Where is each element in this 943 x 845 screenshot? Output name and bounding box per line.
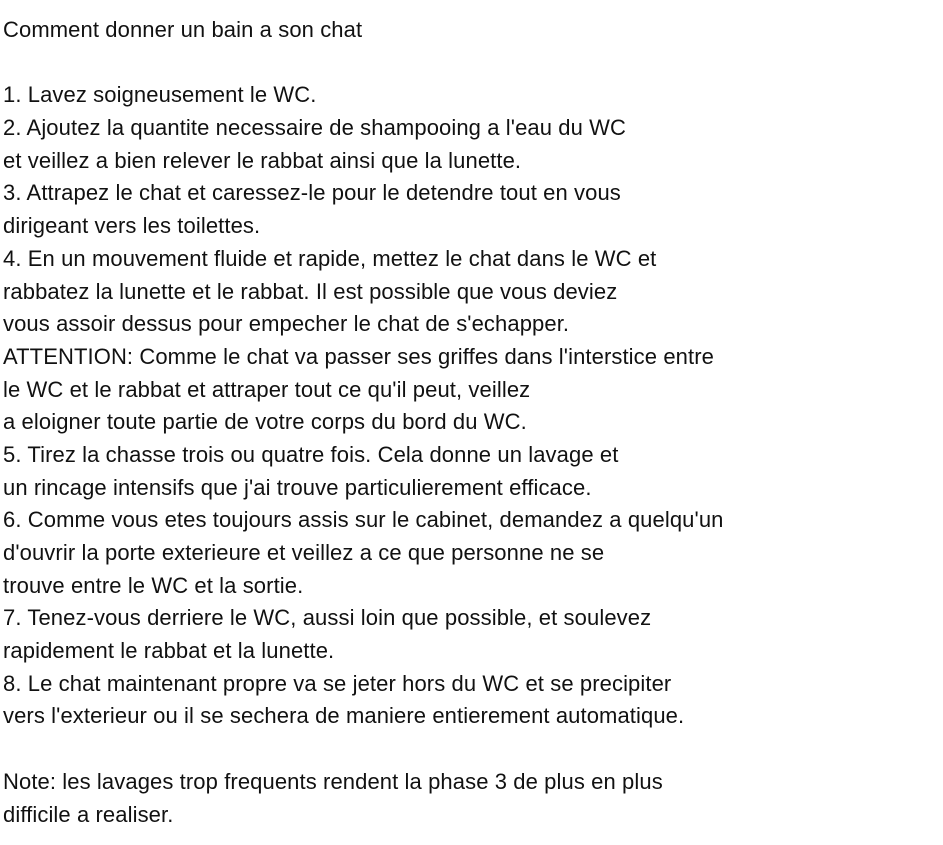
note-line: Note: les lavages trop frequents rendent la phase 3 de plus en plus [3, 768, 663, 794]
blank-line [3, 47, 939, 80]
note-continuation: difficile a realiser. [3, 801, 174, 827]
blank-line [3, 733, 939, 766]
document-title: Comment donner un bain a son chat [3, 17, 363, 42]
step-3-line: 3. Attrapez le chat et caressez-le pour le detendre tout en vous [3, 180, 621, 206]
step-4-continuation: rabbatez la lunette et le rabbat. Il est possible que vous deviez [3, 278, 618, 304]
step-3-continuation: dirigeant vers les toilettes. [3, 213, 261, 239]
step-6-line: 6. Comme vous etes toujours assis sur le cabinet, demandez a quelqu'un [3, 507, 724, 533]
step-8-continuation: vers l'exterieur ou il se sechera de maniere entierement automatique. [3, 703, 685, 729]
step-5-line: 5. Tirez la chasse trois ou quatre fois. Cela donne un lavage et [3, 441, 619, 467]
attention-continuation: a eloigner toute partie de votre corps du bord du WC. [3, 409, 527, 435]
step-8-line: 8. Le chat maintenant propre va se jeter hors du WC et se precipiter [3, 670, 672, 696]
step-1-line: 1. Lavez soigneusement le WC. [3, 82, 317, 108]
attention-continuation: le WC et le rabbat et attraper tout ce qu'il peut, veillez [3, 376, 531, 402]
step-7-continuation: rapidement le rabbat et la lunette. [3, 638, 335, 664]
step-5-continuation: un rincage intensifs que j'ai trouve particulierement efficace. [3, 474, 592, 500]
step-2-line: 2. Ajoutez la quantite necessaire de shampooing a l'eau du WC [3, 115, 627, 141]
step-4-line: 4. En un mouvement fluide et rapide, mettez le chat dans le WC et [3, 245, 657, 271]
step-6-continuation: d'ouvrir la porte exterieure et veillez a ce que personne ne se [3, 540, 605, 565]
step-4-continuation: vous assoir dessus pour empecher le chat de s'echapper. [3, 311, 570, 337]
step-6-continuation: trouve entre le WC et la sortie. [3, 572, 304, 598]
attention-line: ATTENTION: Comme le chat va passer ses griffes dans l'interstice entre [3, 343, 714, 369]
document-page [3, 14, 939, 831]
step-2-continuation: et veillez a bien relever le rabbat ainsi que la lunette. [3, 147, 522, 173]
step-7-line: 7. Tenez-vous derriere le WC, aussi loin que possible, et soulevez [3, 605, 652, 631]
